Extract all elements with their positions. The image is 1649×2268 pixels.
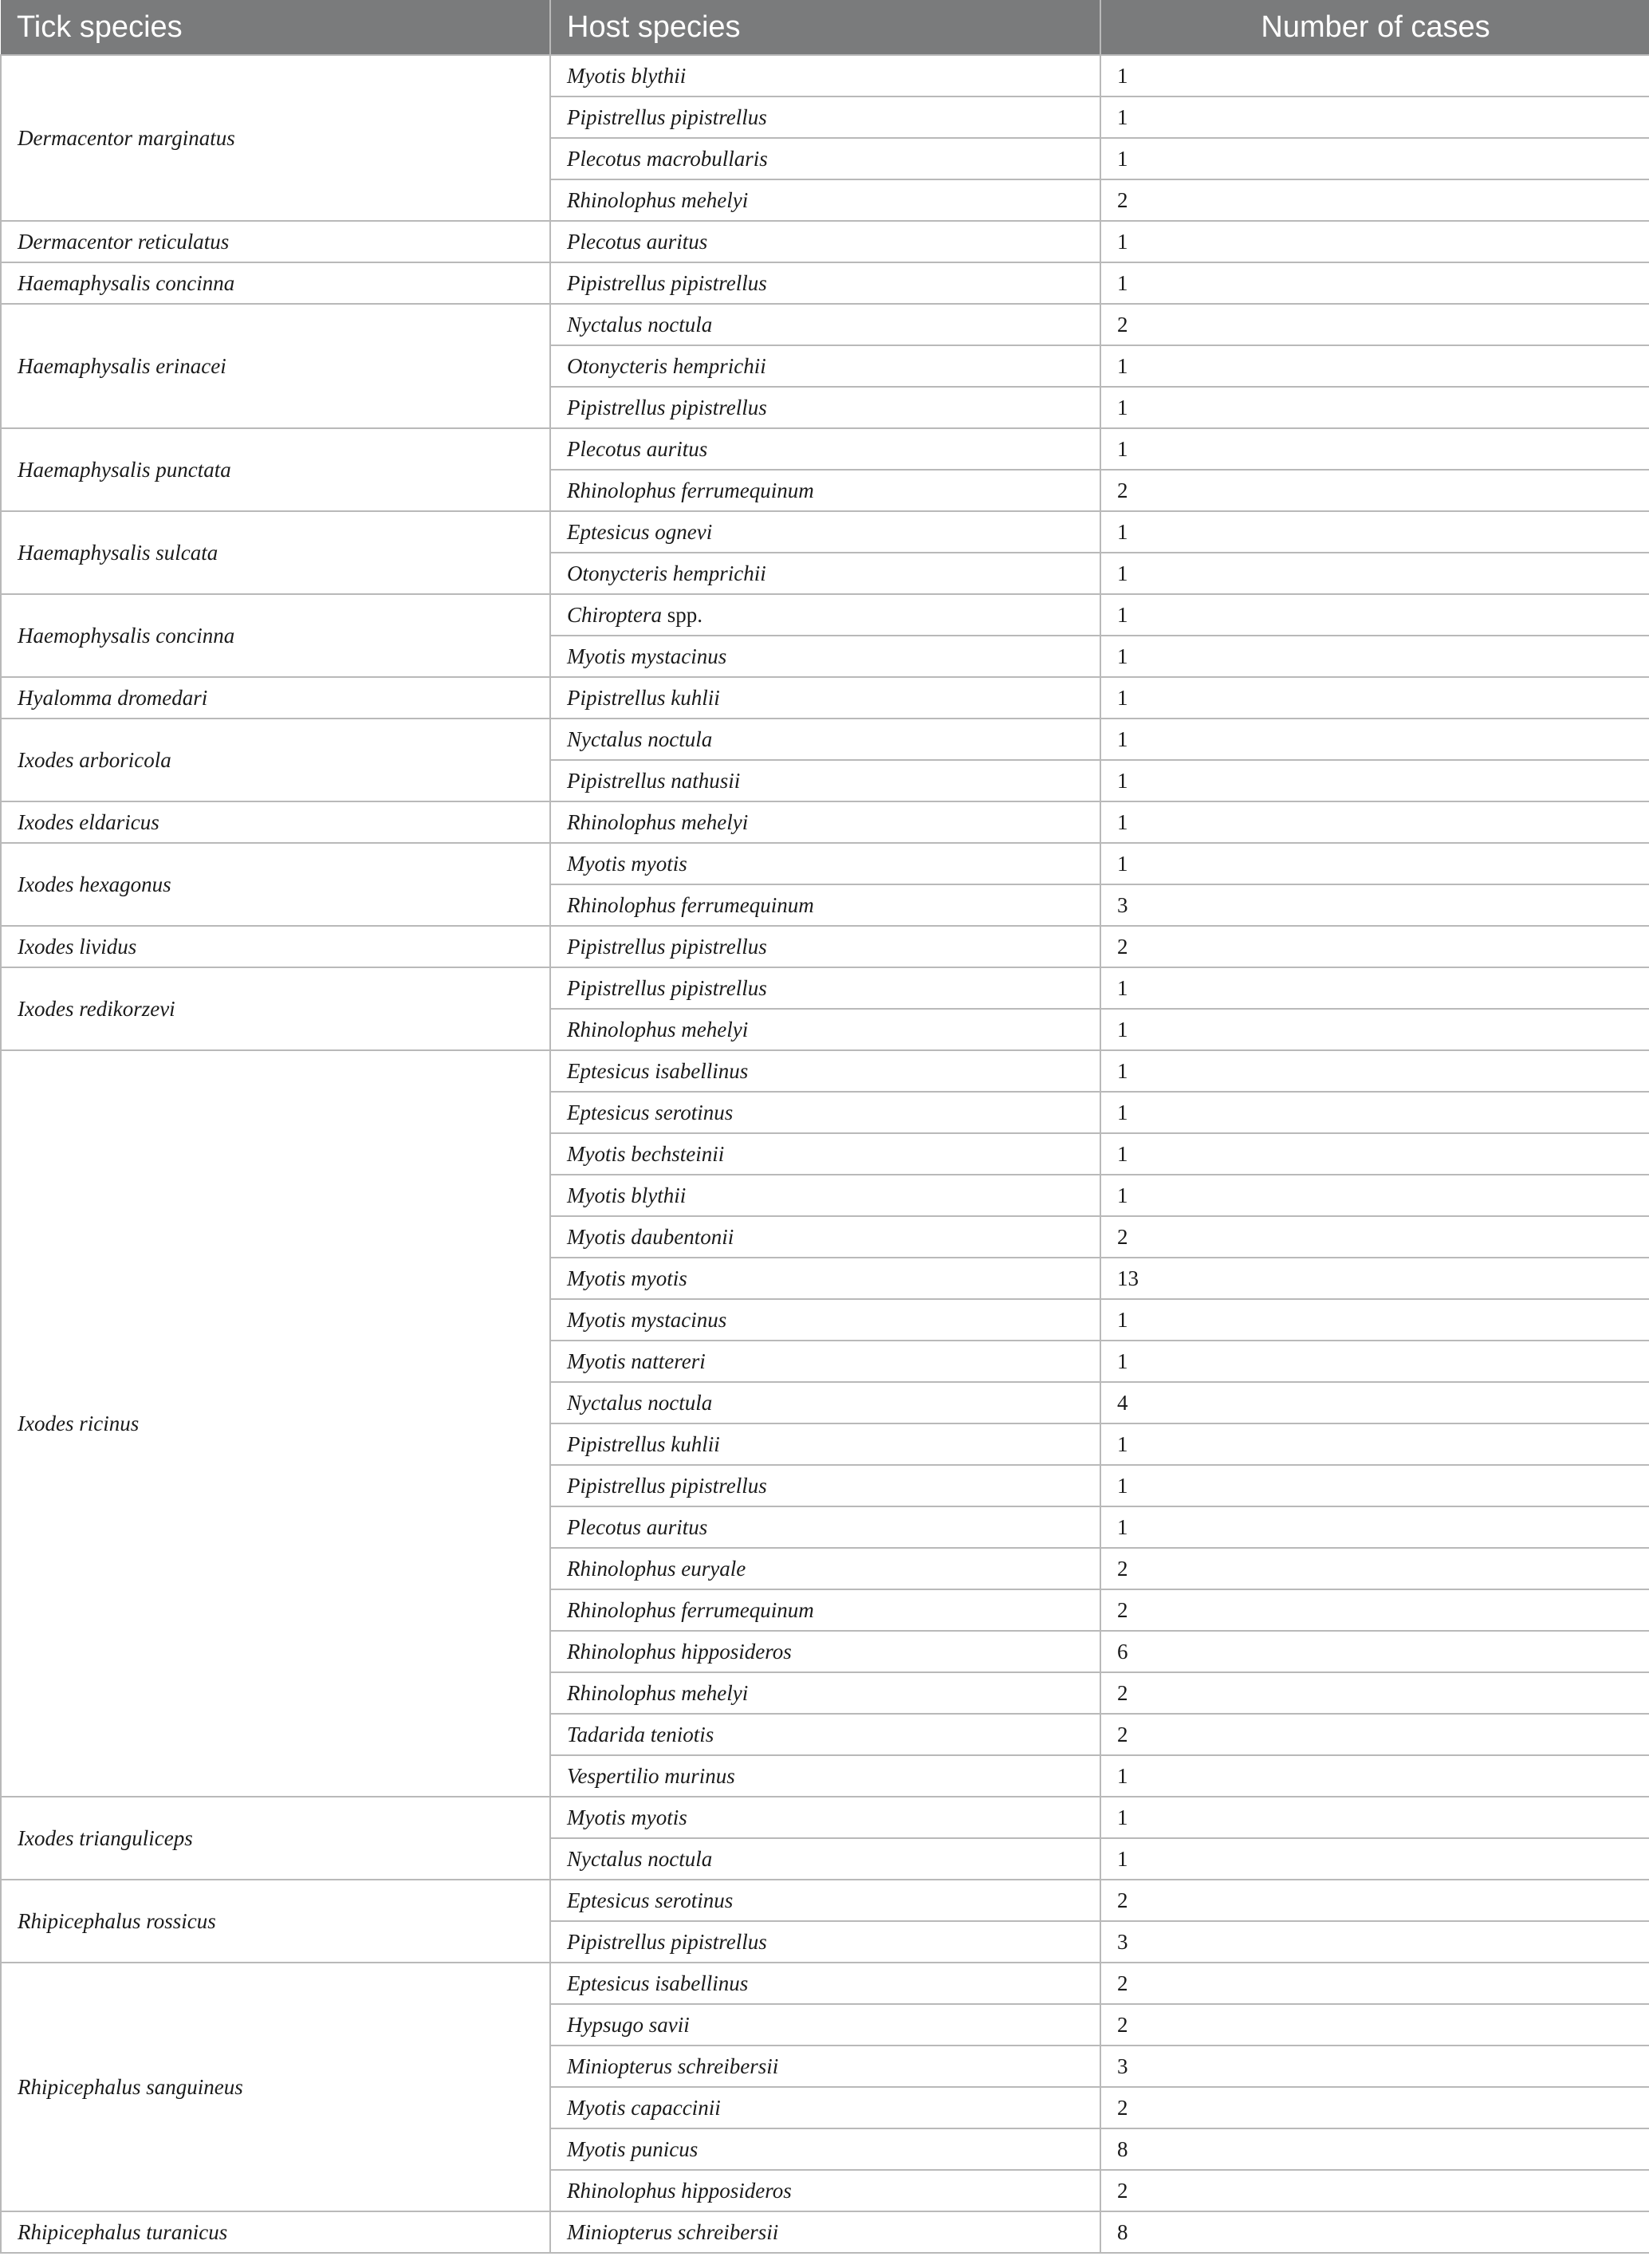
host-species-cell <box>550 2170 1100 2211</box>
table-row <box>1 1880 1649 1921</box>
host-species-cell <box>550 843 1100 884</box>
tick-species-cell: Dermacentor reticulatus <box>1 221 550 262</box>
host-species-cell <box>550 2087 1100 2128</box>
table-row <box>1 1797 1649 1838</box>
host-species-cell <box>550 1963 1100 2004</box>
host-species-cell <box>550 1548 1100 1589</box>
host-species-name: Rhinolophus mehelyi <box>567 1017 749 1041</box>
host-species-name: Hypsugo savii <box>567 2012 690 2037</box>
host-species-cell <box>550 967 1100 1009</box>
host-species-name: Myotis myotis <box>567 851 687 876</box>
host-species-name: Nyctalus noctula <box>567 312 713 337</box>
case-count-cell: 1 <box>1100 387 1649 428</box>
host-species-cell <box>550 304 1100 345</box>
host-species-cell <box>550 1506 1100 1548</box>
host-species-cell <box>550 1133 1100 1175</box>
host-species-name: Eptesicus ognevi <box>567 519 713 544</box>
host-species-name: Eptesicus serotinus <box>567 1100 734 1124</box>
case-count-cell: 3 <box>1100 884 1649 926</box>
case-count-cell: 2 <box>1100 2170 1649 2211</box>
host-species-name: Eptesicus serotinus <box>567 1888 734 1912</box>
host-species-cell <box>550 594 1100 636</box>
host-species-name: Pipistrellus pipistrellus <box>567 104 767 129</box>
case-count-cell: 1 <box>1100 760 1649 801</box>
host-species-cell <box>550 262 1100 304</box>
host-species-cell <box>550 1009 1100 1050</box>
table-row <box>1 677 1649 719</box>
host-species-cell <box>550 2128 1100 2170</box>
host-species-name: Pipistrellus pipistrellus <box>567 975 767 1000</box>
case-count-cell: 1 <box>1100 1465 1649 1506</box>
case-count-cell: 2 <box>1100 1880 1649 1921</box>
table-row <box>1 967 1649 1009</box>
tick-species-cell: Ixodes lividus <box>1 926 550 967</box>
tick-species-cell: Ixodes trianguliceps <box>1 1797 550 1880</box>
table-row <box>1 594 1649 636</box>
case-count-cell: 6 <box>1100 1631 1649 1672</box>
host-species-cell <box>550 221 1100 262</box>
host-species-name: Tadarida teniotis <box>567 1722 714 1746</box>
case-count-cell: 2 <box>1100 1963 1649 2004</box>
host-species-cell <box>550 1880 1100 1921</box>
table-row <box>1 843 1649 884</box>
case-count-cell: 2 <box>1100 1672 1649 1714</box>
host-species-cell <box>550 1921 1100 1963</box>
host-species-name: Chiroptera <box>567 602 663 627</box>
tick-species-cell: Ixodes arboricola <box>1 719 550 801</box>
table-row <box>1 1050 1649 1092</box>
case-count-cell: 1 <box>1100 55 1649 96</box>
case-count-cell: 1 <box>1100 1050 1649 1092</box>
host-species-cell <box>550 636 1100 677</box>
table-row <box>1 262 1649 304</box>
case-count-cell: 1 <box>1100 221 1649 262</box>
host-species-cell <box>550 345 1100 387</box>
host-species-name: Myotis blythii <box>567 63 687 88</box>
host-species-name: Eptesicus isabellinus <box>567 1058 749 1083</box>
tick-species-cell: Rhipicephalus rossicus <box>1 1880 550 1963</box>
host-species-name: Rhinolophus ferrumequinum <box>567 892 814 917</box>
host-species-cell <box>550 1755 1100 1797</box>
table-row <box>1 1963 1649 2004</box>
case-count-cell: 13 <box>1100 1258 1649 1299</box>
host-species-cell <box>550 553 1100 594</box>
case-count-cell: 2 <box>1100 304 1649 345</box>
host-species-cell <box>550 2004 1100 2046</box>
host-species-name: Rhinolophus hipposideros <box>567 1639 792 1664</box>
case-count-cell: 1 <box>1100 636 1649 677</box>
host-species-name: Rhinolophus euryale <box>567 1556 746 1581</box>
tick-species-cell: Dermacentor marginatus <box>1 55 550 221</box>
host-species-name: Myotis myotis <box>567 1805 687 1829</box>
host-species-name: Pipistrellus kuhlii <box>567 1431 720 1456</box>
case-count-cell: 1 <box>1100 1092 1649 1133</box>
host-species-name: Myotis myotis <box>567 1266 687 1290</box>
host-species-cell <box>550 1258 1100 1299</box>
host-species-name: Nyctalus noctula <box>567 1846 713 1871</box>
host-species-cell <box>550 1341 1100 1382</box>
table-row <box>1 428 1649 470</box>
host-species-cell <box>550 719 1100 760</box>
case-count-cell: 1 <box>1100 1299 1649 1341</box>
table-row <box>1 55 1649 96</box>
case-count-cell: 1 <box>1100 1838 1649 1880</box>
case-count-cell: 3 <box>1100 1921 1649 1963</box>
host-species-cell <box>550 1092 1100 1133</box>
case-count-cell: 1 <box>1100 801 1649 843</box>
case-count-cell: 2 <box>1100 1589 1649 1631</box>
host-species-cell <box>550 1423 1100 1465</box>
tick-species-cell: Ixodes hexagonus <box>1 843 550 926</box>
host-species-cell <box>550 55 1100 96</box>
table-row <box>1 926 1649 967</box>
tick-species-cell: Haemophysalis concinna <box>1 594 550 677</box>
case-count-cell: 1 <box>1100 1009 1649 1050</box>
case-count-cell: 1 <box>1100 262 1649 304</box>
table-row <box>1 221 1649 262</box>
host-species-name: Pipistrellus nathusii <box>567 768 741 793</box>
case-count-cell: 1 <box>1100 553 1649 594</box>
host-species-cell <box>550 926 1100 967</box>
table-body <box>1 55 1649 2253</box>
tick-species-cell: Haemaphysalis concinna <box>1 262 550 304</box>
host-species-cell <box>550 1050 1100 1092</box>
host-species-name: Nyctalus noctula <box>567 726 713 751</box>
case-count-cell: 2 <box>1100 1714 1649 1755</box>
host-species-name: Pipistrellus kuhlii <box>567 685 720 710</box>
case-count-cell: 1 <box>1100 1755 1649 1797</box>
host-species-name: Rhinolophus mehelyi <box>567 809 749 834</box>
host-species-cell <box>550 470 1100 511</box>
table-row <box>1 511 1649 553</box>
tick-species-cell: Hyalomma dromedari <box>1 677 550 719</box>
host-species-name: Myotis bechsteinii <box>567 1141 725 1166</box>
host-species-cell <box>550 511 1100 553</box>
host-species-cell <box>550 1714 1100 1755</box>
case-count-cell: 2 <box>1100 179 1649 221</box>
table-header <box>1 0 1649 55</box>
host-species-cell <box>550 428 1100 470</box>
tick-species-cell: Ixodes redikorzevi <box>1 967 550 1050</box>
case-count-cell: 2 <box>1100 2004 1649 2046</box>
host-species-name: Plecotus auritus <box>567 229 708 254</box>
tick-species-cell: Haemaphysalis sulcata <box>1 511 550 594</box>
host-species-cell <box>550 760 1100 801</box>
host-species-name: Pipistrellus pipistrellus <box>567 1929 767 1954</box>
host-species-cell <box>550 1589 1100 1631</box>
host-species-cell <box>550 2046 1100 2087</box>
host-species-cell <box>550 96 1100 138</box>
tick-species-cell: Rhipicephalus sanguineus <box>1 1963 550 2211</box>
host-species-name: Myotis nattereri <box>567 1349 706 1373</box>
case-count-cell: 1 <box>1100 1423 1649 1465</box>
case-count-cell: 1 <box>1100 1506 1649 1548</box>
host-species-cell <box>550 179 1100 221</box>
case-count-cell: 8 <box>1100 2128 1649 2170</box>
host-species-name: Rhinolophus ferrumequinum <box>567 1597 814 1622</box>
case-count-cell: 3 <box>1100 2046 1649 2087</box>
host-species-name: Vespertilio murinus <box>567 1763 735 1788</box>
host-species-name: Rhinolophus mehelyi <box>567 1680 749 1705</box>
header-host-species: Host species <box>550 0 1100 55</box>
host-species-cell <box>550 1797 1100 1838</box>
case-count-cell: 1 <box>1100 1133 1649 1175</box>
table-row <box>1 719 1649 760</box>
case-count-cell: 1 <box>1100 967 1649 1009</box>
host-species-name: Miniopterus schreibersii <box>567 2219 779 2244</box>
host-species-cell <box>550 801 1100 843</box>
host-species-cell <box>550 138 1100 179</box>
host-species-cell <box>550 387 1100 428</box>
case-count-cell: 1 <box>1100 594 1649 636</box>
case-count-cell: 1 <box>1100 428 1649 470</box>
host-species-name: Eptesicus isabellinus <box>567 1971 749 1995</box>
header-row <box>1 0 1649 55</box>
host-species-name: Nyctalus noctula <box>567 1390 713 1415</box>
host-species-cell <box>550 1465 1100 1506</box>
tick-species-cell: Haemaphysalis punctata <box>1 428 550 511</box>
tick-species-cell: Rhipicephalus turanicus <box>1 2211 550 2253</box>
case-count-cell: 1 <box>1100 719 1649 760</box>
case-count-cell: 1 <box>1100 1797 1649 1838</box>
host-species-cell <box>550 1631 1100 1672</box>
case-count-cell: 1 <box>1100 96 1649 138</box>
tick-species-cell: Ixodes eldaricus <box>1 801 550 843</box>
tick-species-cell: Ixodes ricinus <box>1 1050 550 1797</box>
host-species-name: Plecotus auritus <box>567 1514 708 1539</box>
host-species-cell <box>550 1299 1100 1341</box>
host-species-cell <box>550 1672 1100 1714</box>
case-count-cell: 1 <box>1100 1175 1649 1216</box>
case-count-cell: 1 <box>1100 345 1649 387</box>
host-species-suffix: spp. <box>662 602 703 627</box>
table-row <box>1 801 1649 843</box>
host-species-name: Myotis mystacinus <box>567 1307 727 1332</box>
host-species-name: Plecotus auritus <box>567 436 708 461</box>
case-count-cell: 1 <box>1100 843 1649 884</box>
case-count-cell: 1 <box>1100 511 1649 553</box>
tick-species-cell: Haemaphysalis erinacei <box>1 304 550 428</box>
host-species-cell <box>550 677 1100 719</box>
case-count-cell: 8 <box>1100 2211 1649 2253</box>
case-count-cell: 2 <box>1100 1548 1649 1589</box>
case-count-cell: 2 <box>1100 1216 1649 1258</box>
host-species-name: Myotis daubentonii <box>567 1224 734 1249</box>
header-tick-species: Tick species <box>1 0 550 55</box>
host-species-name: Rhinolophus mehelyi <box>567 187 749 212</box>
host-species-name: Plecotus macrobullaris <box>567 146 768 171</box>
host-species-cell <box>550 884 1100 926</box>
host-species-cell <box>550 1382 1100 1423</box>
host-species-cell <box>550 1175 1100 1216</box>
host-species-name: Otonycteris hemprichii <box>567 353 766 378</box>
case-count-cell: 2 <box>1100 2087 1649 2128</box>
host-species-name: Pipistrellus pipistrellus <box>567 270 767 295</box>
host-species-name: Myotis punicus <box>567 2136 699 2161</box>
case-count-cell: 2 <box>1100 470 1649 511</box>
case-count-cell: 4 <box>1100 1382 1649 1423</box>
host-species-name: Rhinolophus ferrumequinum <box>567 478 814 502</box>
case-count-cell: 2 <box>1100 926 1649 967</box>
case-count-cell: 1 <box>1100 1341 1649 1382</box>
host-species-name: Myotis mystacinus <box>567 644 727 668</box>
table-row <box>1 304 1649 345</box>
header-number-of-cases: Number of cases <box>1100 0 1649 55</box>
host-species-name: Pipistrellus pipistrellus <box>567 395 767 419</box>
host-species-name: Pipistrellus pipistrellus <box>567 1473 767 1498</box>
host-species-name: Rhinolophus hipposideros <box>567 2178 792 2203</box>
host-species-cell <box>550 2211 1100 2253</box>
host-species-name: Miniopterus schreibersii <box>567 2053 779 2078</box>
host-species-name: Myotis blythii <box>567 1183 687 1207</box>
case-count-cell: 1 <box>1100 138 1649 179</box>
host-species-cell <box>550 1216 1100 1258</box>
host-species-cell <box>550 1838 1100 1880</box>
host-species-name: Pipistrellus pipistrellus <box>567 934 767 959</box>
table-row <box>1 2211 1649 2253</box>
host-species-name: Otonycteris hemprichii <box>567 561 766 585</box>
host-species-name: Myotis capaccinii <box>567 2095 721 2120</box>
case-count-cell: 1 <box>1100 677 1649 719</box>
